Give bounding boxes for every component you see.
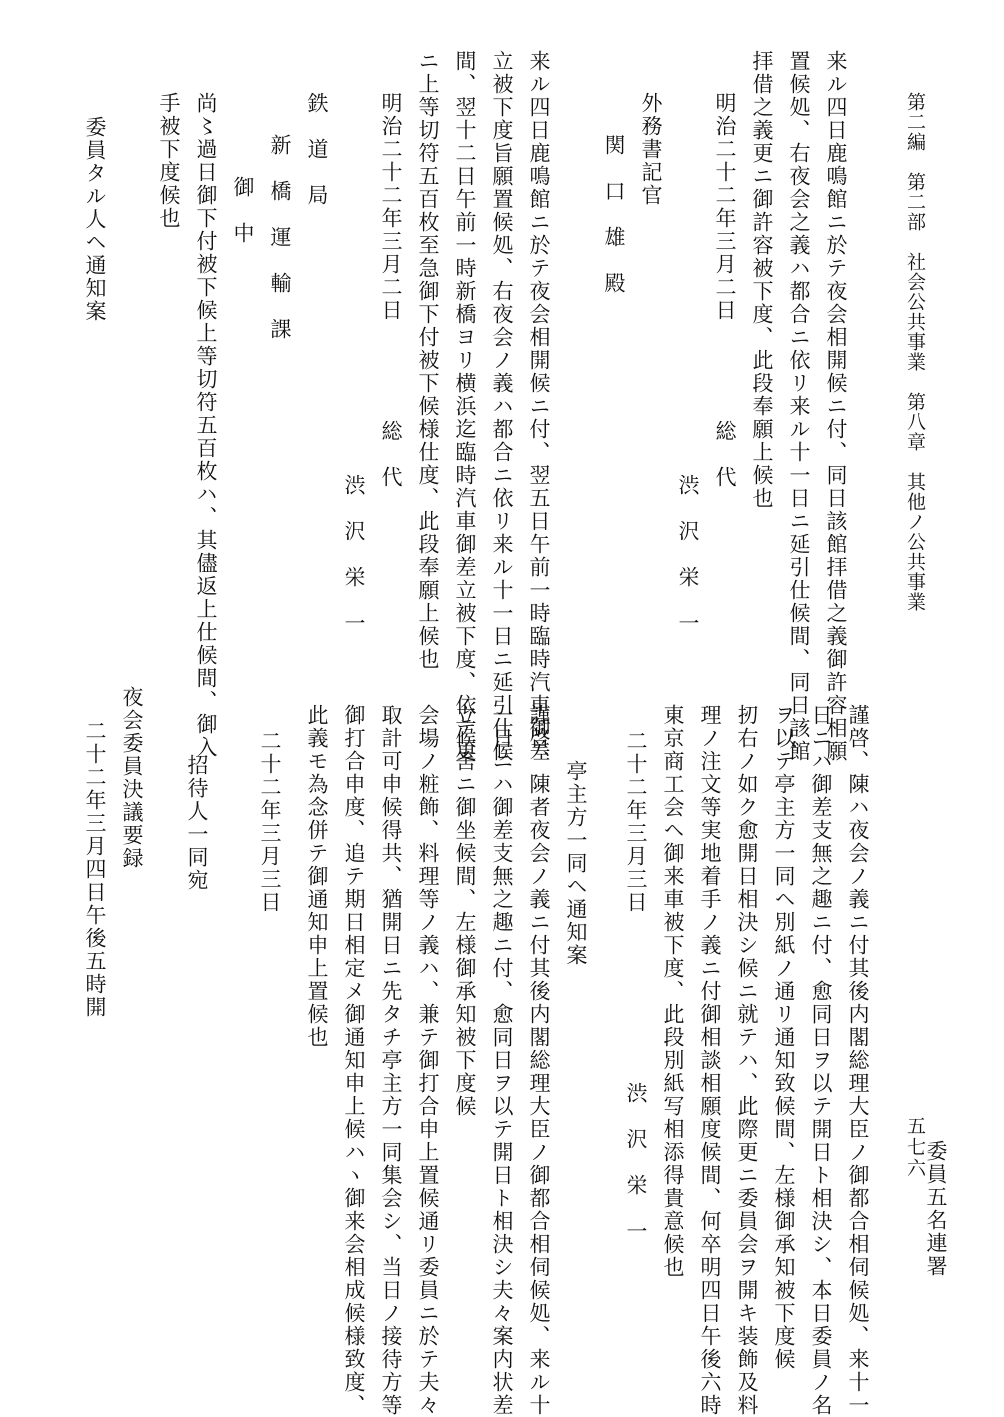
letter1-line-3: 拝借之義更ニ御許容被下度、此段奉願上候也 bbox=[750, 50, 774, 510]
record-date: 二十二年三月四日午後五時開 bbox=[83, 720, 107, 1019]
letter2-date: 明治二十二年三月二日 bbox=[379, 92, 403, 322]
letter2-line-2: 立被下度旨願置候処、右夜会ノ義ハ都合ニ依リ来ル十一日ニ延引仕候 bbox=[490, 50, 514, 763]
notice1-signatories: 委員五名連署 bbox=[924, 1140, 948, 1278]
letter2-line-4: ニ上等切符五百枚至急御下付被下候様仕度、此段奉願上候也 bbox=[416, 50, 440, 671]
notice1-line-4: 扨右ノ如ク愈開日相決シ候ニ就テハ、此際更ニ委員会ヲ開キ装飾及料 bbox=[735, 704, 759, 1417]
letter2-sender-title: 総 代 bbox=[379, 420, 403, 489]
notice1-date: 二十二年三月三日 bbox=[624, 730, 648, 914]
letter2-postscript-2: 手被下度候也 bbox=[157, 92, 181, 230]
letter1-addressee-title: 外務書記官 bbox=[639, 92, 663, 207]
letter1-sender-title: 総 代 bbox=[713, 420, 737, 489]
letter2-addressee-2: 新 橋 運 輸 課 bbox=[268, 134, 292, 341]
notice2-line-1: 謹啓、陳者夜会ノ義ニ付其後内閣総理大臣ノ御都合相伺候処、来ル十 bbox=[527, 704, 551, 1417]
letter1-line-2: 置候処、右夜会之義ハ都合ニ依リ来ル十一日ニ延引仕候間、同日該館 bbox=[787, 50, 811, 763]
notice1-line-5: 理ノ注文等実地着手ノ義ニ付御相談相願度候間、何卒明四日午後六時 bbox=[698, 704, 722, 1417]
letter2-line-1: 来ル四日鹿鳴館ニ於テ夜会相開候ニ付、翌五日午前一時臨時汽車御差 bbox=[527, 50, 551, 763]
letter2-sender-name: 渋 沢 栄 一 bbox=[342, 474, 366, 635]
letter1-line-1: 来ル四日鹿鳴館ニ於テ夜会相開候ニ付、同日該館拝借之義御許容相願 bbox=[824, 50, 848, 763]
notice2-line-4: 会場ノ粧飾、料理等ノ義ハ、兼テ御打合申上置候通リ委員ニ於テ夫々 bbox=[416, 704, 440, 1417]
notice1-line-3: ヲ以テ亭主方一同ヘ別紙ノ通リ通知致候間、左様御承知被下度候 bbox=[772, 704, 796, 1371]
letter2-addressee-3: 御 中 bbox=[231, 176, 255, 245]
record-title: 夜会委員決議要録 bbox=[120, 686, 144, 870]
section-heading-committee-notice: 委員タル人ヘ通知案 bbox=[83, 116, 107, 323]
letter2-addressee-1: 鉄 道 局 bbox=[305, 92, 329, 207]
notice2-signatories: 招待人一同宛 bbox=[185, 754, 209, 892]
letter1-sender-name: 渋 沢 栄 一 bbox=[676, 474, 700, 635]
notice2-line-7: 此義モ為念併テ御通知申上置候也 bbox=[305, 704, 329, 1049]
notice2-line-6: 御打合申度、追テ期日相定メ御通知申上候ハヽ御来会相成候様致度、 bbox=[342, 704, 366, 1417]
notice2-heading: 亭主方一同ヘ通知案 bbox=[564, 760, 588, 967]
notice2-line-5: 取計可申候得共、猶開日ニ先タチ亭主方一同集会シ、当日ノ接待方等 bbox=[379, 704, 403, 1417]
page-number: 五七六 bbox=[904, 1116, 926, 1179]
notice2-line-3: 立候筈ニ御坐候間、左様御承知被下度候 bbox=[453, 704, 477, 1118]
notice1-line-6: 東京商工会ヘ御来車被下度、此段別紙写相添得貴意候也 bbox=[661, 704, 685, 1279]
notice1-line-1: 謹啓、陳ハ夜会ノ義ニ付其後内閣総理大臣ノ御都合相伺候処、来十一 bbox=[846, 704, 870, 1417]
notice2-date: 二十二年三月三日 bbox=[258, 730, 282, 914]
notice1-line-2: 日ニハ御差支無之趣ニ付、愈同日ヲ以テ開日ト相決シ、本日委員ノ名 bbox=[809, 704, 833, 1417]
letter1-addressee-name: 関 口 雄 殿 bbox=[602, 134, 626, 295]
notice1-sender-name: 渋 沢 栄 一 bbox=[624, 1082, 648, 1243]
running-title: 第二編 第二部 社会公共事業 第八章 其他ノ公共事業 bbox=[904, 92, 926, 612]
letter2-postscript-1: 尚〻過日御下付被下候上等切符五百枚ハ、其儘返上仕候間、御入 bbox=[194, 92, 218, 759]
letter2-line-3: 間、翌十二日午前一時新橋ヨリ横浜迄臨時汽車御差立被下度、依テ更 bbox=[453, 50, 477, 763]
notice2-line-2: 一日ニハ御差支無之趣ニ付、愈同日ヲ以テ開日ト相決シ夫々案内状差 bbox=[490, 704, 514, 1417]
letter1-date: 明治二十二年三月二日 bbox=[713, 92, 737, 322]
